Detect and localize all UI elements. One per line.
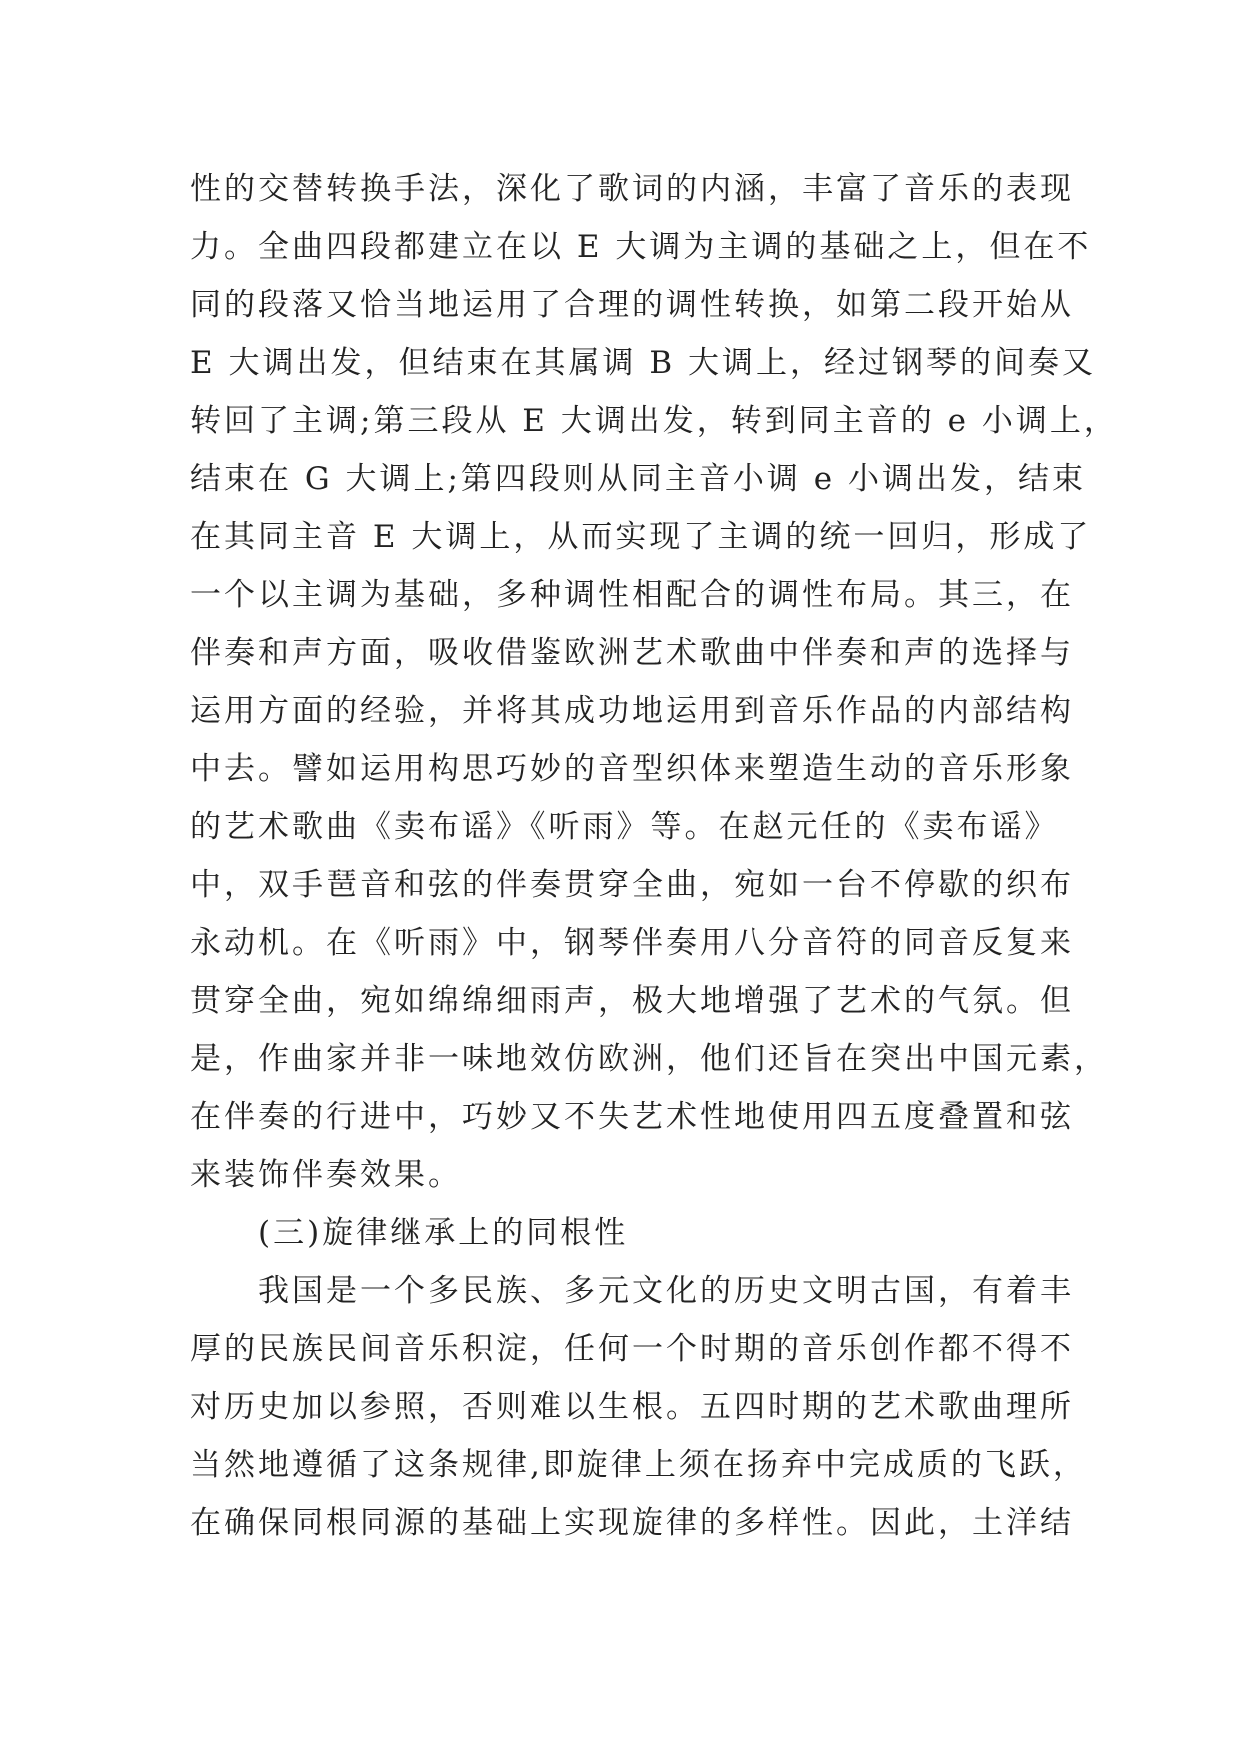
text-line: E 大调出发，但结束在其属调 B 大调上，经过钢琴的间奏又: [190, 345, 1096, 381]
text-line: 是，作曲家并非一味地效仿欧洲，他们还旨在突出中国元素，: [190, 1041, 1108, 1077]
paragraph-first-line: 我国是一个多民族、多元文化的历史文明古国，有着丰: [258, 1273, 1074, 1309]
text-line: 一个以主调为基础，多种调性相配合的调性布局。其三，在: [190, 577, 1074, 613]
text-line: 在确保同根同源的基础上实现旋律的多样性。因此，土洋结: [190, 1505, 1074, 1541]
text-line: 来装饰伴奏效果。: [190, 1157, 462, 1193]
text-line: 伴奏和声方面，吸收借鉴欧洲艺术歌曲中伴奏和声的选择与: [190, 635, 1074, 671]
text-line: 运用方面的经验，并将其成功地运用到音乐作品的内部结构: [190, 693, 1074, 729]
text-line: 的艺术歌曲《卖布谣》《听雨》等。在赵元任的《卖布谣》: [190, 809, 1059, 845]
text-line: 中，双手琶音和弦的伴奏贯穿全曲，宛如一台不停歇的织布: [190, 867, 1074, 903]
text-line: 厚的民族民间音乐积淀，任何一个时期的音乐创作都不得不: [190, 1331, 1074, 1367]
text-line: 同的段落又恰当地运用了合理的调性转换，如第二段开始从: [190, 287, 1074, 323]
section-heading: (三)旋律继承上的同根性: [258, 1215, 629, 1251]
text-line: 力。全曲四段都建立在以 E 大调为主调的基础之上，但在不: [190, 229, 1092, 265]
text-line: 贯穿全曲，宛如绵绵细雨声，极大地增强了艺术的气氛。但: [190, 983, 1074, 1019]
text-line: 转回了主调;第三段从 E 大调出发，转到同主音的 e 小调上，: [190, 403, 1118, 439]
text-line: 永动机。在《听雨》中，钢琴伴奏用八分音符的同音反复来: [190, 925, 1074, 961]
body-text: [190, 160, 1118, 1552]
text-line: 当然地遵循了这条规律,即旋律上须在扬弃中完成质的飞跃，: [190, 1447, 1087, 1483]
text-line: 性的交替转换手法，深化了歌词的内涵，丰富了音乐的表现: [190, 171, 1074, 207]
text-line: 中去。譬如运用构思巧妙的音型织体来塑造生动的音乐形象: [190, 751, 1074, 787]
text-line: 结束在 G 大调上;第四段则从同主音小调 e 小调出发，结束: [190, 461, 1086, 497]
text-line: 在伴奏的行进中，巧妙又不失艺术性地使用四五度叠置和弦: [190, 1099, 1074, 1135]
text-line: 在其同主音 E 大调上，从而实现了主调的统一回归，形成了: [190, 519, 1092, 555]
text-line: 对历史加以参照，否则难以生根。五四时期的艺术歌曲理所: [190, 1389, 1074, 1425]
